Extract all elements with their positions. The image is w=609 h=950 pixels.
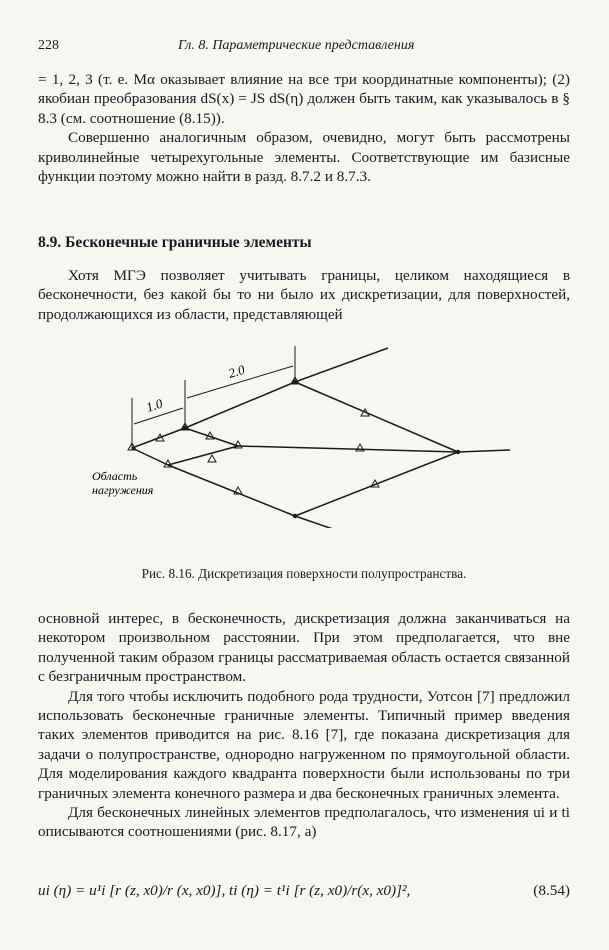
dimension-label-2: 2.0 xyxy=(226,361,247,381)
node-point xyxy=(456,450,460,454)
paragraph: Для бесконечных линейных элементов предполагалось, что изменения ui и ti описываются соотношениями (рис. 8.17, a) xyxy=(38,804,570,841)
paragraph: Хотя МГЭ позволяет учитывать границы, целиком находящиеся в бесконечности, без какой бы то ни было их дискретизации, для поверхностей, продолжающихся из области, представляющей xyxy=(38,267,570,323)
element-line xyxy=(168,465,295,516)
text-block-bottom xyxy=(38,609,570,842)
node-point xyxy=(183,426,187,430)
text-block-top xyxy=(38,70,570,186)
figure-caption: Рис. 8.16. Дискретизация поверхности полупространства. xyxy=(141,566,467,581)
page-number: 228 xyxy=(38,38,59,53)
node-point xyxy=(293,380,297,384)
element-line xyxy=(185,428,238,446)
equation-body: ui (η) = u¹i [r (z, x0)/r (x, x0)], ti (η) = t¹i [r (z, x0)/r(x, x0)]², xyxy=(38,882,411,899)
dimension-label-1: 1.0 xyxy=(144,395,165,415)
region-label-line1: Область xyxy=(92,469,138,483)
element-line xyxy=(168,446,238,465)
paragraph: Для того чтобы исключить подобного рода трудности, Уотсон [7] предложил использовать бесконечные граничные элементы. Типичный пример введения таких элементов приводится на рис. 8.16 [7], где показана дискретизация для задачи о полупространстве, однородно нагруженном по прямоугольной области. Для моделирования каждого квадранта поверхности были использованы по три граничных элемента конечного размера и два бесконечных граничных элемента. xyxy=(38,687,570,802)
region-label-line2: нагружения xyxy=(92,483,154,497)
element-line xyxy=(295,452,458,516)
equation-8-54 xyxy=(38,882,570,906)
node-point xyxy=(293,514,297,518)
element-line xyxy=(132,448,168,465)
equation-number: (8.54) xyxy=(533,882,570,899)
text-block-intro xyxy=(38,266,570,324)
node-marker xyxy=(208,455,216,462)
element-line xyxy=(132,428,185,448)
element-line xyxy=(295,382,458,452)
element-line xyxy=(295,348,388,382)
running-title: Гл. 8. Параметрические представления xyxy=(178,38,415,53)
paragraph: основной интерес, в бесконечность, дискретизация должна заканчиваться на некотором произвольном расстоянии. При этом предполагается, что вне полученной таким образом границы рассматриваемая область остается связанной с безграничным пространством. xyxy=(38,610,570,686)
section-heading: 8.9. Бесконечные граничные элементы xyxy=(38,234,312,251)
page-header xyxy=(38,38,570,58)
paragraph: Совершенно аналогичным образом, очевидно, могут быть рассмотрены криволинейные четырехугольные элементы. Соответствующие им базисные функции поэтому можно найти в разд. 8.7.2 и 8.7.3. xyxy=(38,129,570,186)
element-line xyxy=(295,516,388,528)
element-line xyxy=(238,446,458,452)
paragraph: = 1, 2, 3 (т. е. Mα оказывает влияние на все три координатные компоненты); (2) якобиан преобразования dS(x) = JS dS(η) должен быть таким, как указывалось в § 8.3 (см. соотношение (8.15)). xyxy=(38,71,570,127)
element-line xyxy=(185,382,295,428)
discretization-figure xyxy=(90,338,530,528)
element-line xyxy=(458,450,510,452)
